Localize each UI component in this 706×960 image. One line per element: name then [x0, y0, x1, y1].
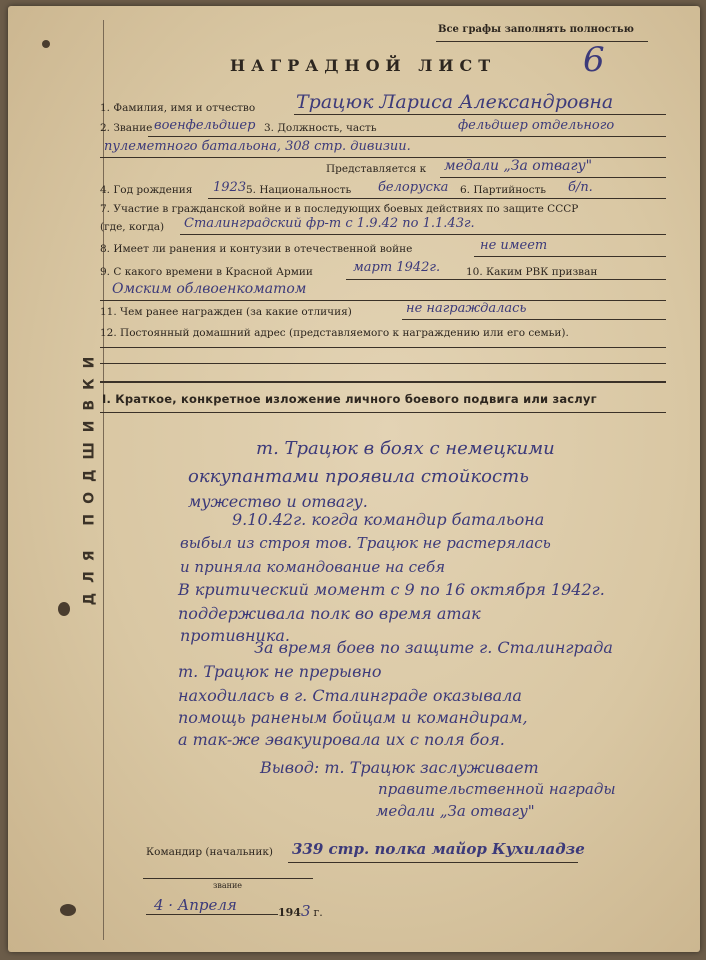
narrative-line: а так-же эвакуировала их с поля боя.	[178, 730, 505, 749]
narrative-line: помощь раненым бойцам и командирам,	[178, 708, 528, 727]
field-3-value-2: пулеметного батальона, 308 стр. дивизии.	[104, 139, 411, 154]
field-6-label: 6. Партийность	[460, 184, 547, 196]
commander-line	[288, 862, 578, 863]
narrative-line: 9.10.42г. когда командир батальона	[232, 510, 545, 529]
field-2-value: военфельдшер	[154, 118, 256, 133]
field-12-line-1	[100, 347, 666, 348]
field-7-value: Сталинградский фр-т с 1.9.42 по 1.1.43г.	[184, 216, 475, 231]
field-8-line	[474, 256, 666, 257]
section-top-rule	[100, 381, 666, 383]
narrative-line: оккупантами проявила стойкость	[188, 466, 529, 487]
page-title: НАГРАДНОЙ ЛИСТ	[230, 56, 497, 75]
field-1-value: Трацюк Лариса Александровна	[296, 91, 614, 113]
field-7-line	[180, 234, 666, 235]
presented-label: Представляется к	[326, 163, 427, 175]
header-note: Все графы заполнять полностью	[438, 24, 634, 35]
narrative-line: мужество и отвагу.	[188, 492, 368, 511]
field-8-label: 8. Имеет ли ранения и контузии в отечественной войне	[100, 243, 413, 255]
field-2-3-line	[148, 136, 666, 137]
field-6-value: б/п.	[568, 180, 593, 195]
conclusion-line: Вывод: т. Трацюк заслуживает	[260, 758, 539, 777]
field-10-value: Омским облвоенкоматом	[112, 281, 307, 297]
field-11-line	[402, 319, 666, 320]
field-4-value: 1923	[213, 180, 247, 195]
field-7-label-1: 7. Участие в гражданской войне и в последующих боевых действиях по защите СССР	[100, 203, 579, 215]
document-sheet	[8, 6, 700, 952]
field-9-10-line	[346, 279, 666, 280]
rank-line	[143, 878, 313, 879]
narrative-line: противника.	[180, 626, 290, 645]
field-4-6-line	[208, 198, 666, 199]
field-9-label: 9. С какого времени в Красной Армии	[100, 266, 313, 278]
year-group	[278, 901, 323, 920]
year-suffix: г.	[313, 906, 323, 919]
header-note-underline	[436, 41, 648, 42]
commander-value: 339 стр. полка майор Кухиладзе	[292, 840, 585, 858]
conclusion-line: правительственной награды	[378, 780, 616, 798]
field-1-label: 1. Фамилия, имя и отчество	[100, 102, 256, 114]
punch-hole-top	[42, 40, 50, 48]
binding-label: ДЛЯ ПОДШИВКИ	[81, 346, 97, 606]
section-heading: I. Краткое, конкретное изложение личного боевого подвига или заслуг	[102, 392, 597, 406]
field-3-value-1: фельдшер отдельного	[458, 118, 615, 133]
field-8-value: не имеет	[480, 238, 548, 253]
conclusion-line: медали „За отвагу"	[376, 802, 535, 820]
section-heading-rule	[100, 412, 666, 413]
narrative-line: и приняла командование на себя	[180, 558, 446, 576]
year-ink: 3	[300, 902, 311, 920]
field-5-value: белоруска	[378, 180, 449, 195]
field-5-label: 5. Национальность	[246, 184, 352, 196]
presented-line	[440, 177, 666, 178]
field-2-label: 2. Звание	[100, 122, 153, 134]
date-value: 4 · Апреля	[154, 896, 237, 914]
page-number-mark: 6	[583, 40, 605, 80]
punch-hole-bottom	[58, 602, 70, 616]
field-9-value: март 1942г.	[353, 260, 441, 275]
field-1-line	[294, 114, 666, 115]
punch-hole-corner	[60, 904, 76, 916]
narrative-line: т. Трацюк в боях с немецкими	[256, 438, 555, 459]
narrative-line: выбыл из строя тов. Трацюк не растерялась	[180, 534, 551, 552]
field-12-label: 12. Постоянный домашний адрес (представляемого к награждению или его семьи).	[100, 327, 569, 339]
commander-label: Командир (начальник)	[146, 846, 273, 858]
narrative-line: находилась в г. Сталинграде оказывала	[178, 686, 522, 705]
field-3-label: 3. Должность, часть	[264, 122, 377, 134]
rank-label: звание	[213, 881, 243, 890]
narrative-line: поддерживала полк во время атак	[178, 604, 481, 623]
field-4-label: 4. Год рождения	[100, 184, 193, 196]
narrative-line: В критический момент с 9 по 16 октября 1942г.	[178, 580, 605, 599]
field-10-label: 10. Каким РВК призван	[466, 266, 598, 278]
date-line	[146, 914, 278, 915]
presented-value: медали „За отвагу"	[444, 158, 593, 174]
field-11-value: не награждалась	[406, 301, 527, 316]
narrative-line: т. Трацюк не прерывно	[178, 662, 382, 681]
field-11-label: 11. Чем ранее награжден (за какие отличия)	[100, 306, 352, 318]
year-print: 194	[278, 906, 301, 919]
field-12-line-2	[100, 363, 666, 364]
narrative-line: За время боев по защите г. Сталинграда	[254, 638, 613, 657]
field-10-line	[100, 300, 666, 301]
field-7-label-2: (где, когда)	[100, 221, 165, 233]
